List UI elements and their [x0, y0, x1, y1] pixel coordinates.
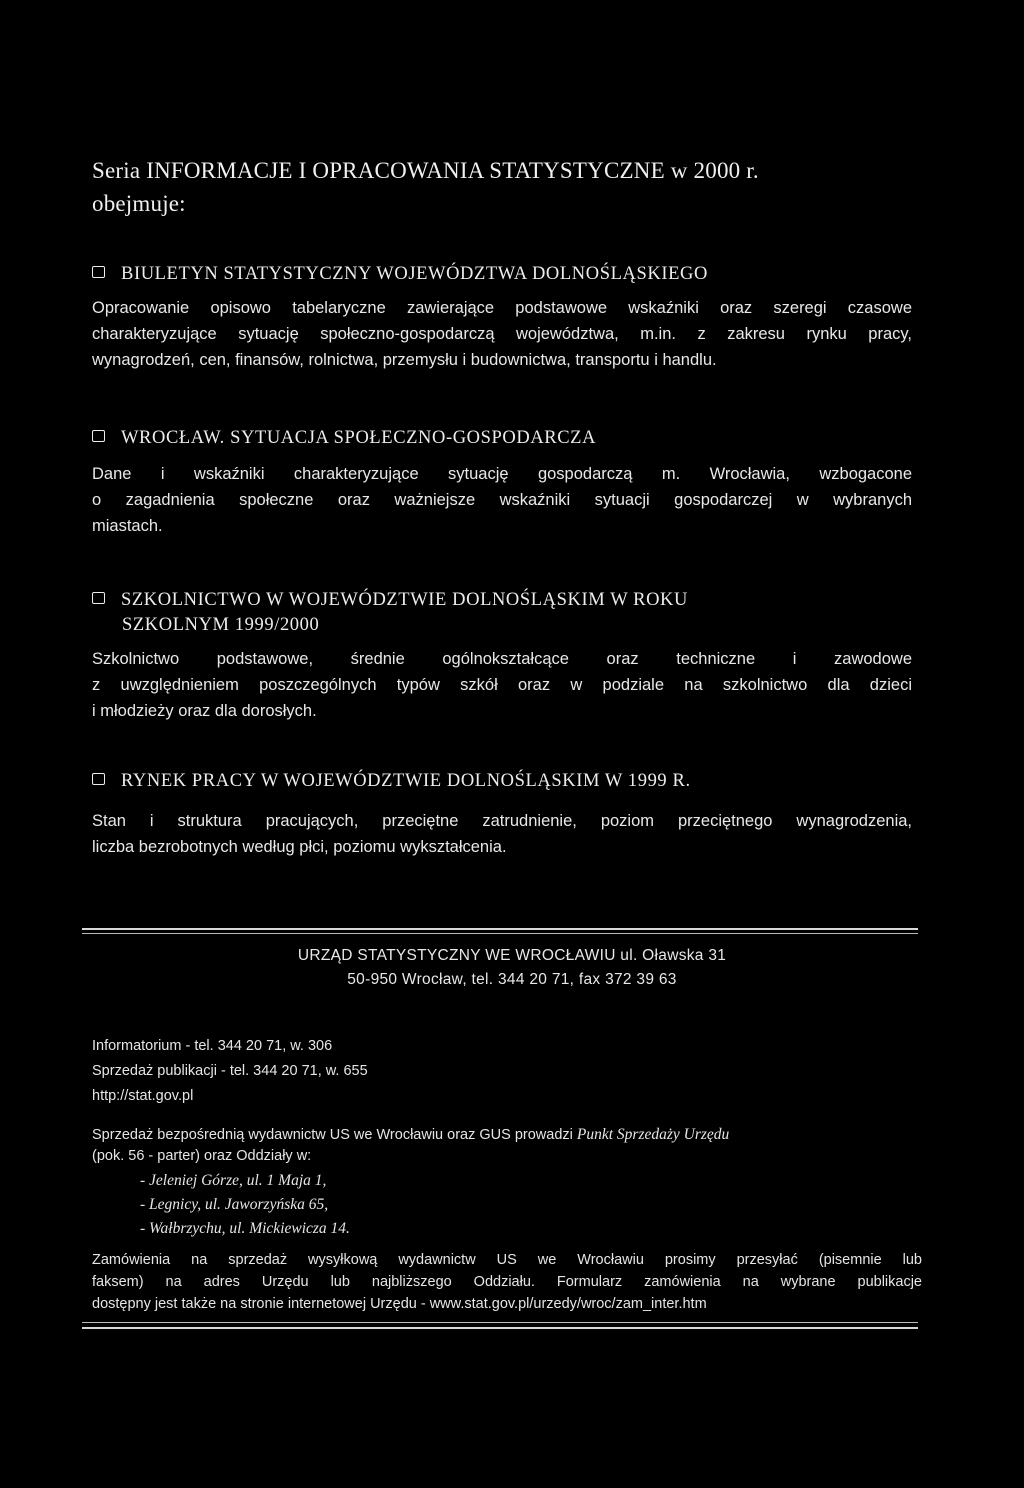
- section-desc-rynek-pracy: [92, 808, 912, 860]
- section-title-biuletyn: [92, 262, 708, 287]
- office-address: [0, 944, 1024, 992]
- sales-paragraph-line2: (pok. 56 - parter) oraz Oddziały w:: [92, 1148, 312, 1164]
- desc-line: liczba bezrobotnych według płci, poziomu wykształcenia.: [92, 838, 507, 856]
- desc-line: z uwzględnieniem poszczególnych typów szkół oraz w podziale na szkolnictwo dla dzieci: [92, 676, 912, 694]
- orders-line: faksem) na adres Urzędu lub najbliższego Oddziału. Formularz zamówienia na wybrane publikacje: [92, 1274, 922, 1290]
- sales-point-name: Punkt Sprzedaży Urzędu: [576, 1126, 730, 1143]
- office-line1: URZĄD STATYSTYCZNY WE WROCŁAWIU ul. Oławska 31: [297, 947, 727, 964]
- desc-line: o zagadnienia społeczne oraz ważniejsze wskaźniki sytuacji gospodarczej w wybranych: [92, 491, 912, 509]
- sales-text: Sprzedaż bezpośrednią wydawnictw US we Wrocławiu oraz GUS prowadzi: [92, 1127, 577, 1143]
- section-desc-biuletyn: [92, 295, 912, 373]
- section-title-text: BIULETYN STATYSTYCZNY WOJEWÓDZTWA DOLNOŚLĄSKIEGO: [121, 264, 708, 284]
- section-desc-wroclaw: [92, 461, 912, 539]
- sales-paragraph-line1: [92, 1124, 729, 1146]
- website-link[interactable]: http://stat.gov.pl: [92, 1088, 194, 1104]
- contact-sprzedaz: Sprzedaż publikacji - tel. 344 20 71, w. 655: [92, 1063, 368, 1079]
- section-title-text: RYNEK PRACY W WOJEWÓDZTWIE DOLNOŚLĄSKIM W 1999 R.: [121, 771, 691, 791]
- section-title-szkolnictwo: [92, 588, 688, 638]
- orders-paragraph: [92, 1249, 922, 1315]
- divider-top-thin: [82, 933, 918, 934]
- desc-line: charakteryzujące sytuację społeczno-gospodarczą województwa, m.in. z zakresu rynku pracy,: [92, 325, 912, 343]
- checkbox-square-icon: [92, 430, 105, 442]
- checkbox-square-icon: [92, 773, 105, 785]
- branch-item: - Legnicy, ul. Jaworzyńska 65,: [140, 1196, 329, 1213]
- divider-bottom: [82, 1327, 918, 1329]
- desc-line: miastach.: [92, 517, 163, 535]
- desc-line: Opracowanie opisowo tabelaryczne zawierające podstawowe wskaźniki oraz szeregi czasowe: [92, 299, 912, 317]
- section-title-wroclaw: [92, 426, 596, 451]
- section-title-text: SZKOLNICTWO W WOJEWÓDZTWIE DOLNOŚLĄSKIM W ROKU: [121, 590, 688, 610]
- desc-line: Dane i wskaźniki charakteryzujące sytuację gospodarczą m. Wrocławia, wzbogacone: [92, 465, 912, 483]
- orders-line: dostępny jest także na stronie internetowej Urzędu - www.stat.gov.pl/urzedy/wroc/zam_inter.htm: [92, 1296, 707, 1312]
- section-title-text: WROCŁAW. SYTUACJA SPOŁECZNO-GOSPODARCZA: [121, 428, 597, 448]
- desc-line: Stan i struktura pracujących, przeciętne zatrudnienie, poziom przeciętnego wynagrodzenia,: [92, 812, 912, 830]
- section-title-continuation: SZKOLNYM 1999/2000: [122, 615, 320, 635]
- orders-line: Zamówienia na sprzedaż wysyłkową wydawnictw US we Wrocławiu prosimy przesyłać (pisemnie lub: [92, 1252, 922, 1268]
- series-heading: [92, 154, 759, 220]
- office-line2: 50-950 Wrocław, tel. 344 20 71, fax 372 39 63: [347, 971, 677, 988]
- branch-item: - Jeleniej Górze, ul. 1 Maja 1,: [140, 1172, 327, 1189]
- divider-top: [82, 928, 918, 930]
- desc-line: i młodzieży oraz dla dorosłych.: [92, 702, 317, 720]
- checkbox-square-icon: [92, 266, 105, 278]
- series-heading-line2: obejmuje:: [92, 191, 186, 216]
- contact-informatorium: Informatorium - tel. 344 20 71, w. 306: [92, 1038, 333, 1054]
- series-heading-line1: Seria INFORMACJE I OPRACOWANIA STATYSTYCZNE w 2000 r.: [92, 158, 759, 183]
- divider-bottom-thin: [82, 1322, 918, 1323]
- desc-line: Szkolnictwo podstawowe, średnie ogólnokształcące oraz techniczne i zawodowe: [92, 650, 912, 668]
- desc-line: wynagrodzeń, cen, finansów, rolnictwa, przemysłu i budownictwa, transportu i handlu.: [92, 351, 717, 369]
- branch-item: - Wałbrzychu, ul. Mickiewicza 14.: [140, 1220, 350, 1237]
- section-desc-szkolnictwo: [92, 646, 912, 724]
- section-title-rynek-pracy: [92, 769, 691, 794]
- checkbox-square-icon: [92, 592, 105, 604]
